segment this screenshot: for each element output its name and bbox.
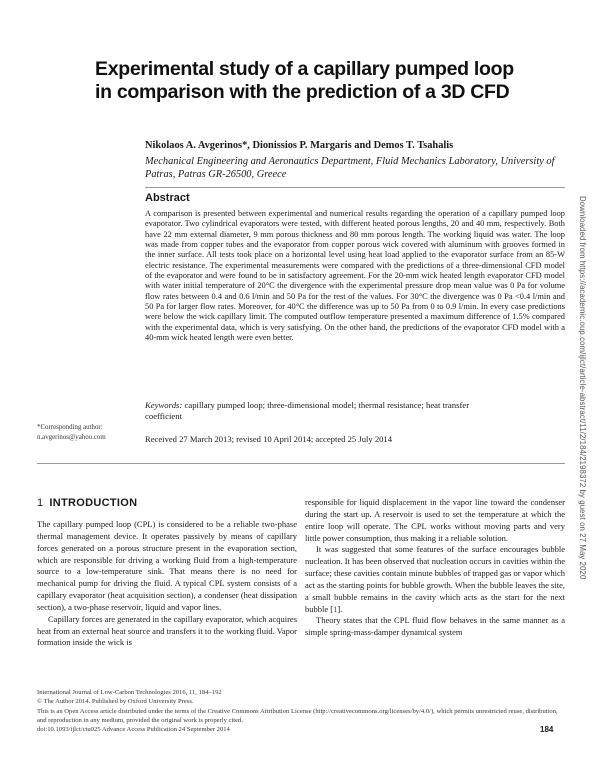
paragraph bbox=[305, 544, 565, 615]
page-number: 184 bbox=[540, 725, 554, 734]
paragraph: Capillary forces are generated in the capillary evaporator, which acquires heat from an external heat source and transfers it to the working fluid. Vapor formation inside the wick is bbox=[37, 613, 297, 648]
divider-middle bbox=[37, 463, 565, 464]
keywords bbox=[145, 400, 505, 422]
article-title: Experimental study of a capillary pumped loop in comparison with the prediction of a 3D CFD bbox=[95, 58, 514, 103]
corresponding-author bbox=[37, 423, 142, 442]
affiliation: Mechanical Engineering and Aeronautics Department, Fluid Mechanics Laboratory, University of Patras, Patras GR-26500, Greece bbox=[145, 156, 555, 180]
paragraph: responsible for liquid displacement in the vapor line toward the condenser during the start up. A reservoir is used to set the temperature at which the entire loop will operate. The CPL works without moving parts and very little power consumption, thus making it a reliable solution. bbox=[305, 497, 565, 543]
paragraph: Theory states that the CPL fluid flow behaves in the same manner as a simple spring-mass-damper dynamical system bbox=[305, 615, 565, 638]
section-number: 1 bbox=[37, 497, 44, 509]
doi-line: doi:10.1093/ijlct/ctu025 Advance Access Publication 24 September 2014 bbox=[37, 726, 230, 734]
keywords-text: capillary pumped loop; three-dimensional model; thermal resistance; heat transfer coefficient bbox=[145, 400, 470, 421]
journal-footer bbox=[37, 688, 565, 734]
journal-citation: International Journal of Low-Carbon Technologies 2016, 11, 184–192 bbox=[37, 689, 222, 696]
section-title: INTRODUCTION bbox=[49, 497, 138, 509]
body-column-left bbox=[37, 519, 297, 649]
corresponding-label: *Corresponding author: bbox=[37, 424, 103, 431]
divider-top bbox=[145, 187, 565, 188]
author-list: Nikolaos A. Avgerinos*, Dionissios P. Margaris and Demos T. Tsahalis bbox=[145, 140, 454, 151]
section-heading bbox=[37, 497, 137, 509]
copyright-line: © The Author 2014. Published by Oxford University Press. bbox=[37, 698, 194, 706]
paragraph-text: ]. bbox=[337, 603, 343, 614]
received-dates: Received 27 March 2013; revised 10 April 2014; accepted 25 July 2014 bbox=[145, 434, 393, 444]
paragraph: The capillary pumped loop (CPL) is considered to be a reliable two-phase thermal management device. It operates passively by means of capillary forces generated on a porous structure present in the evaporation section, which are responsible for driving a working fluid from a high-temperature source to a low-temperature sink. That means there is no need for mechanical pump for driving the fluid. A typical CPL system consists of a capillary evaporator (heat acquisition section), a condenser (heat dissipation section), a two-phase reservoir, liquid and vapor lines. bbox=[37, 519, 297, 612]
citation-link[interactable]: 1 bbox=[333, 603, 338, 614]
paragraph-text: It was suggested that some features of the surface encourages bubble nucleation. It has been observed that nucleation occurs in cavities within the surface; these cavities contain minute bubbles of trapped gas or vapor which act as the starting points for bubble growth. When the bubble leaves the site, a small bubble remains in the cavity which acts as the start for the next bubble [ bbox=[305, 544, 565, 614]
download-watermark: Downloaded from https://academic.oup.com/ijlct/article-abstract/11/2/184/2198372 by guest on 27 May 2020 bbox=[578, 196, 587, 580]
license-text: This is an Open Access article distributed under the terms of the Creative Commons Attribution License (http://creativecommons.org/licenses/by/4.0/), which permits unrestricted reuse, distribution, and reproduction in any medium, provided the original work is properly cited. bbox=[37, 707, 558, 724]
corresponding-email[interactable]: n.avgerinos@yahoo.com bbox=[37, 433, 106, 441]
abstract-heading: Abstract bbox=[145, 192, 190, 204]
abstract-text: A comparison is presented between experimental and numerical results regarding the operation of a capillary pumped loop evaporator. Two cylindrical evaporators were tested, with different heated porous lengths, 20 and 40 mm, respectively. Both have 22 mm external diameter, 9 mm porous thickness and 80 mm porous length. The working liquid was water. The loop was made from copper tubes and the evaporator from copper porous wick covered with aluminum with grooves formed in the inner surface. All tests took place on a horizontal level using heat load applied to the evaporator surface from an 85-W electric resistance. The experimental measurements were compared with the predictions of a three-dimensional CFD model of the evaporator and were found to be in satisfactory agreement. For the 20-mm wick heated length evaporator CFD model with water initial temperature of 20°C the divergence with the experimental pressure drop mean value was 0 Pa for volume flow rates between 0.4 and 0.6 l/min and 50 Pa for the rest of the values. For 30°C the divergence was 0 Pa <0.4 l/min and 50 Pa for larger flow rates. Moreover, for 40°C the difference was up to 50 Pa from 0 to 0.9 l/min. In every case predictions were below the wick capillary limit. The computed outflow temperature presented a maximum difference of 1.5% compared with the experimental data, which is very satisfying. On the other hand, the predictions of the evaporator CFD model with a 40-mm wick heated length were even better. bbox=[145, 209, 565, 343]
keywords-label: Keywords: bbox=[145, 400, 183, 410]
body-column-right bbox=[305, 497, 565, 639]
